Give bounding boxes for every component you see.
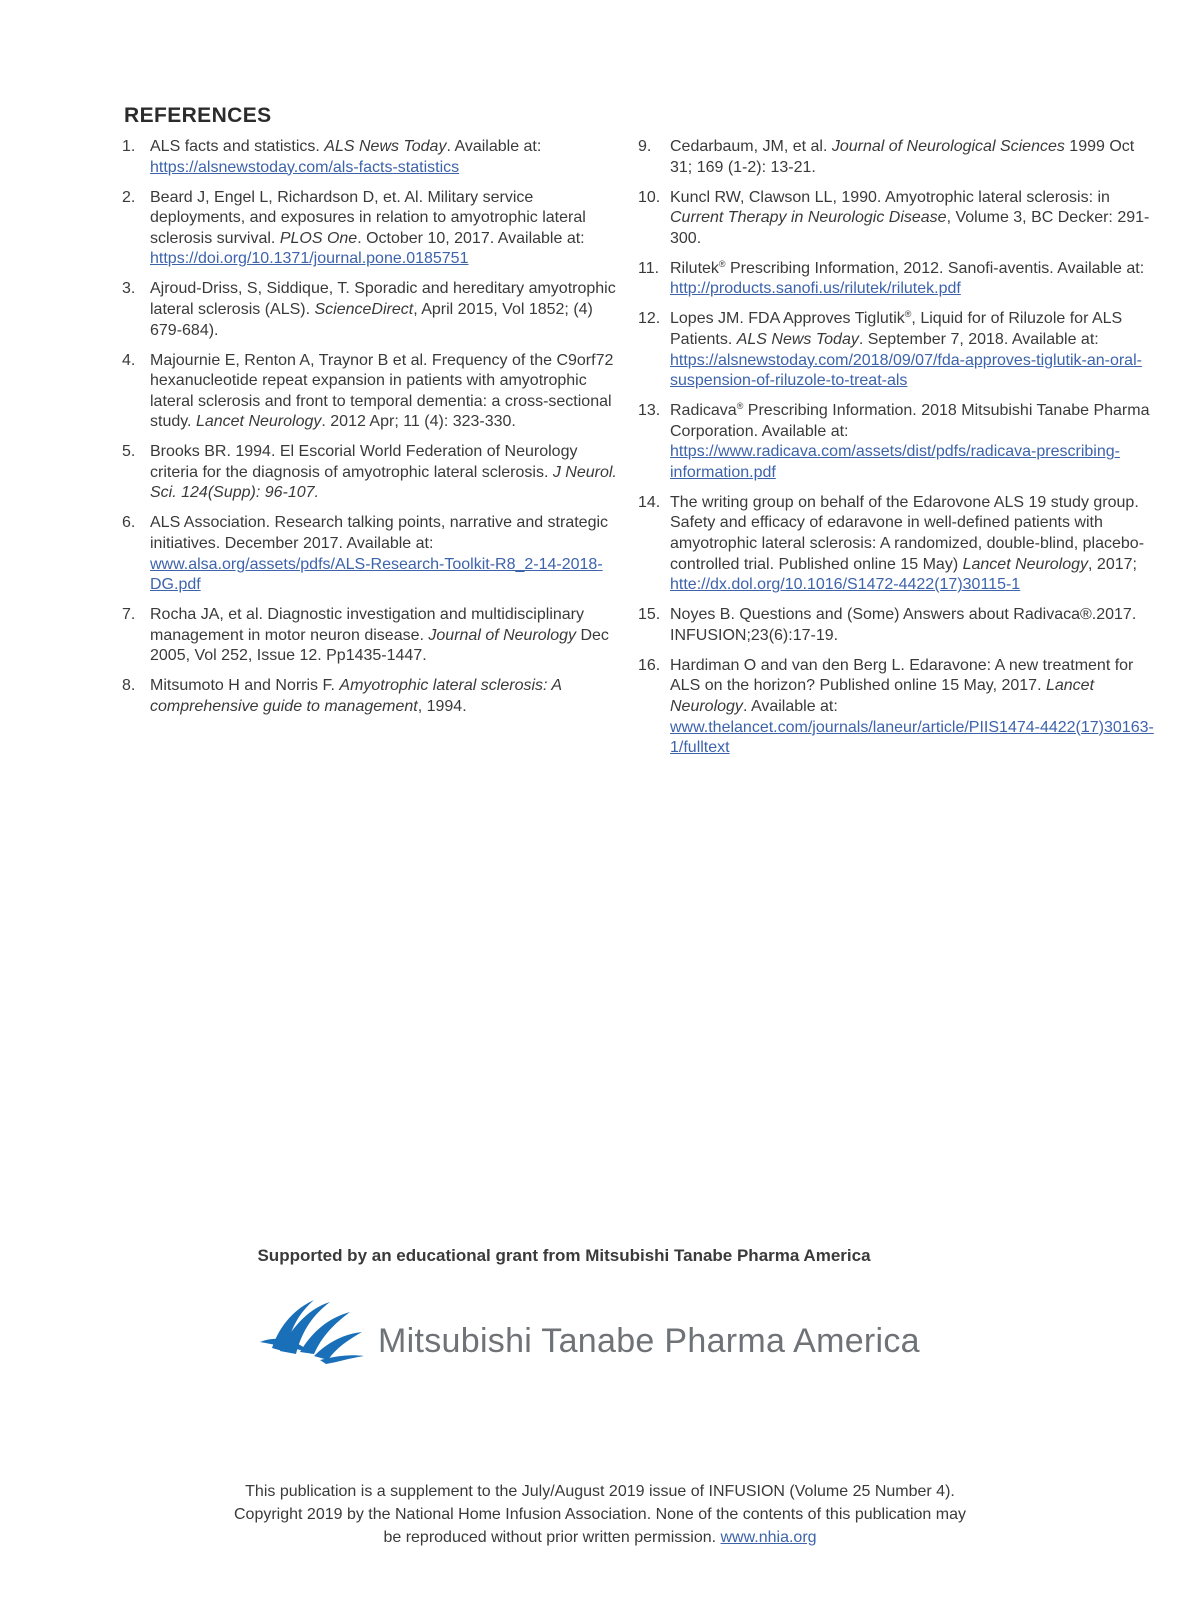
reference-source-title: Lancet Neurology	[195, 413, 322, 431]
reference-text	[670, 605, 1158, 646]
reference-link[interactable]: https://alsnewstoday.com/2018/09/07/fda-approves-tiglutik-an-oral-suspension-of-riluzole-to-treat-als	[670, 351, 1142, 390]
reference-source-title: ALS News Today	[736, 330, 859, 348]
reference-text	[670, 309, 1158, 391]
reference-number: 15.	[638, 606, 661, 624]
reference-source-title: Lancet Neurology	[962, 555, 1089, 573]
reference-text-segment: Rocha JA, et al. Diagnostic investigation and multidisciplinary management in motor neuron disease.	[150, 606, 584, 644]
reference-text	[150, 676, 622, 717]
reference-link[interactable]: www.alsa.org/assets/pdfs/ALS-Research-Toolkit-R8_2-14-2018-DG.pdf	[150, 555, 603, 594]
references-list-left	[122, 137, 622, 727]
reference-item	[122, 676, 622, 717]
reference-text	[150, 188, 622, 270]
reference-number: 13.	[638, 402, 661, 420]
reference-text-segment: Prescribing Information, 2012. Sanofi-aventis. Available at:	[725, 259, 1145, 277]
reference-item	[122, 137, 622, 178]
reference-link[interactable]: www.thelancet.com/journals/laneur/article/PIIS1474-4422(17)30163-1/fulltext	[670, 718, 1154, 757]
reference-number: 11.	[638, 259, 660, 277]
reference-text-segment: Majournie E, Renton A, Traynor B et al. Frequency of the C9orf72 hexanucleotide repeat expansion in patients with amyotrophic lateral sclerosis and front to temporal dementia: a cross-sectional study.	[150, 351, 614, 431]
reference-text-segment: . September 7, 2018. Available at:	[858, 330, 1099, 348]
reference-text-segment: Radicava	[670, 402, 737, 420]
reference-item	[122, 279, 622, 341]
reference-item	[122, 351, 622, 433]
reference-text-segment: Lopes JM. FDA Approves Tiglutik	[670, 310, 905, 328]
reference-text-segment: Cedarbaum, JM, et al.	[670, 138, 832, 155]
support-statement: Supported by an educational grant from Mitsubishi Tanabe Pharma America	[257, 1246, 871, 1265]
reference-text	[150, 442, 622, 504]
reference-text-segment: ALS Association. Research talking points, narrative and strategic initiatives. December 2017. Available at:	[150, 514, 609, 553]
reference-item	[122, 513, 622, 595]
footer-line-1: This publication is a supplement to the July/August 2019 issue of INFUSION (Volume 25 Number 4).	[245, 1483, 955, 1500]
reference-number: 4.	[122, 351, 136, 369]
reference-number: 2.	[122, 188, 136, 206]
reference-link[interactable]: htte://dx.dol.org/10.1016/S1472-4422(17)30115-1	[670, 576, 1021, 594]
reference-text	[670, 401, 1158, 483]
reference-text-segment: Prescribing Information. 2018 Mitsubishi Tanabe Pharma Corporation. Available at:	[670, 402, 1150, 440]
footer-line-2: Copyright 2019 by the National Home Infusion Association. None of the contents of this publication may	[234, 1506, 966, 1523]
reference-text	[670, 188, 1158, 250]
reference-source-title: J Neurol. Sci. 124(Supp): 96-107.	[150, 463, 617, 502]
reference-text-segment: Kuncl RW, Clawson LL, 1990. Amyotrophic lateral sclerosis: in	[670, 188, 1110, 206]
reference-text-segment: , 2017;	[1088, 555, 1137, 573]
registered-mark: ®	[736, 401, 744, 412]
reference-number: 1.	[122, 138, 136, 155]
reference-item	[122, 188, 622, 270]
reference-item	[638, 401, 1158, 483]
reference-item	[122, 605, 622, 667]
reference-text-segment: Hardiman O and van den Berg L. Edaravone: A new treatment for ALS on the horizon? Published online 15 May, 2017.	[670, 656, 1134, 695]
reference-item	[638, 493, 1158, 596]
reference-text-segment: , 1994.	[417, 697, 467, 715]
reference-number: 14.	[638, 493, 661, 511]
reference-link[interactable]: https://www.radicava.com/assets/dist/pdfs/radicava-prescribing-information.pdf	[670, 443, 1120, 481]
reference-text-segment: 1999 Oct 31; 169 (1-2): 13-21.	[670, 138, 1135, 176]
reference-text-segment: . October 10, 2017. Available at:	[357, 229, 585, 247]
reference-text	[150, 351, 622, 433]
reference-text-segment: Ajroud-Driss, S, Siddique, T. Sporadic and hereditary amyotrophic lateral sclerosis (ALS).	[150, 280, 616, 318]
reference-number: 5.	[122, 443, 136, 461]
reference-item	[638, 137, 1158, 178]
reference-text-segment: The writing group on behalf of the Edarovone ALS 19 study group. Safety and efficacy of edaravone in well-defined patients with amyotrophic lateral sclerosis: A randomized, double-blind, placebo-controlled trial. Published online 15 May)	[670, 493, 1145, 573]
registered-mark: ®	[904, 309, 912, 320]
reference-link[interactable]: https://alsnewstoday.com/als-facts-statistics	[150, 158, 460, 176]
reference-text	[150, 605, 622, 667]
reference-link[interactable]: https://doi.org/10.1371/journal.pone.0185751	[150, 250, 469, 268]
reference-text	[150, 513, 622, 595]
reference-item	[638, 605, 1158, 646]
reference-source-title: Journal of Neurology	[428, 626, 577, 644]
reference-number: 16.	[638, 656, 661, 674]
reference-number: 3.	[122, 280, 136, 298]
reference-source-title: ALS News Today	[324, 138, 447, 155]
reference-number: 6.	[122, 514, 136, 532]
reference-number: 7.	[122, 606, 136, 624]
references-heading: REFERENCES	[124, 104, 272, 127]
reference-text	[670, 656, 1158, 759]
reference-item	[638, 259, 1158, 300]
footer-line-3-text: be reproduced without prior written permission.	[383, 1529, 721, 1546]
reference-item	[638, 309, 1158, 391]
reference-text	[670, 259, 1158, 300]
reference-text-segment: , Liquid for of Riluzole for ALS Patients.	[670, 310, 1123, 348]
reference-source-title: Current Therapy in Neurologic Disease	[670, 209, 947, 227]
reference-text-segment: , Volume 3, BC Decker: 291-300.	[670, 209, 1150, 247]
reference-text-segment: Beard J, Engel L, Richardson D, et. Al. Military service deployments, and exposures in relation to amyotrophic lateral sclerosis survival.	[150, 188, 586, 247]
company-logo	[250, 1296, 920, 1376]
reference-text-segment: Mitsumoto H and Norris F.	[150, 677, 340, 695]
reference-text-segment: Dec 2005, Vol 252, Issue 12. Pp1435-1447.	[150, 626, 609, 665]
reference-text-segment: , April 2015, Vol 1852; (4) 679-684).	[150, 300, 593, 339]
reference-number: 9.	[638, 138, 652, 155]
reference-source-title: Amyotrophic lateral sclerosis: A comprehensive guide to management	[150, 677, 562, 715]
reference-link[interactable]: http://products.sanofi.us/rilutek/rilutek.pdf	[670, 280, 961, 298]
reference-text-segment: . 2012 Apr; 11 (4): 323-330.	[321, 413, 516, 431]
reference-number: 8.	[122, 677, 136, 695]
reference-text	[150, 137, 622, 178]
reference-text-segment: Brooks BR. 1994. El Escorial World Federation of Neurology criteria for the diagnosis of amyotrophic lateral sclerosis.	[150, 443, 578, 481]
reference-item	[122, 442, 622, 504]
footer-line-3	[0, 1526, 1200, 1549]
reference-text	[670, 137, 1158, 178]
reference-source-title: Lancet Neurology	[670, 677, 1095, 715]
publication-footer	[0, 1480, 1200, 1549]
reference-source-title: PLOS One	[279, 229, 358, 247]
reference-item	[638, 656, 1158, 759]
reference-item	[638, 188, 1158, 250]
reference-text-segment: . Available at:	[742, 697, 838, 715]
reference-text	[150, 279, 622, 341]
reference-number: 12.	[638, 310, 661, 328]
reference-source-title: Journal of Neurological Sciences	[831, 138, 1065, 155]
reference-text-segment: ALS facts and statistics.	[150, 138, 325, 155]
company-logo-text: Mitsubishi Tanabe Pharma America	[378, 1322, 920, 1360]
registered-mark: ®	[718, 258, 726, 269]
reference-text-segment: . Available at:	[446, 138, 542, 155]
nhia-website-link[interactable]: www.nhia.org	[720, 1529, 817, 1546]
wave-logo-icon	[250, 1296, 366, 1366]
reference-text	[670, 493, 1158, 596]
reference-source-title: ScienceDirect	[314, 300, 414, 318]
reference-text-segment: Rilutek	[670, 259, 719, 277]
reference-text-segment: Noyes B. Questions and (Some) Answers about Radivaca®.2017. INFUSION;23(6):17-19.	[670, 606, 1137, 644]
references-list-right	[638, 137, 1158, 768]
reference-number: 10.	[638, 188, 661, 206]
